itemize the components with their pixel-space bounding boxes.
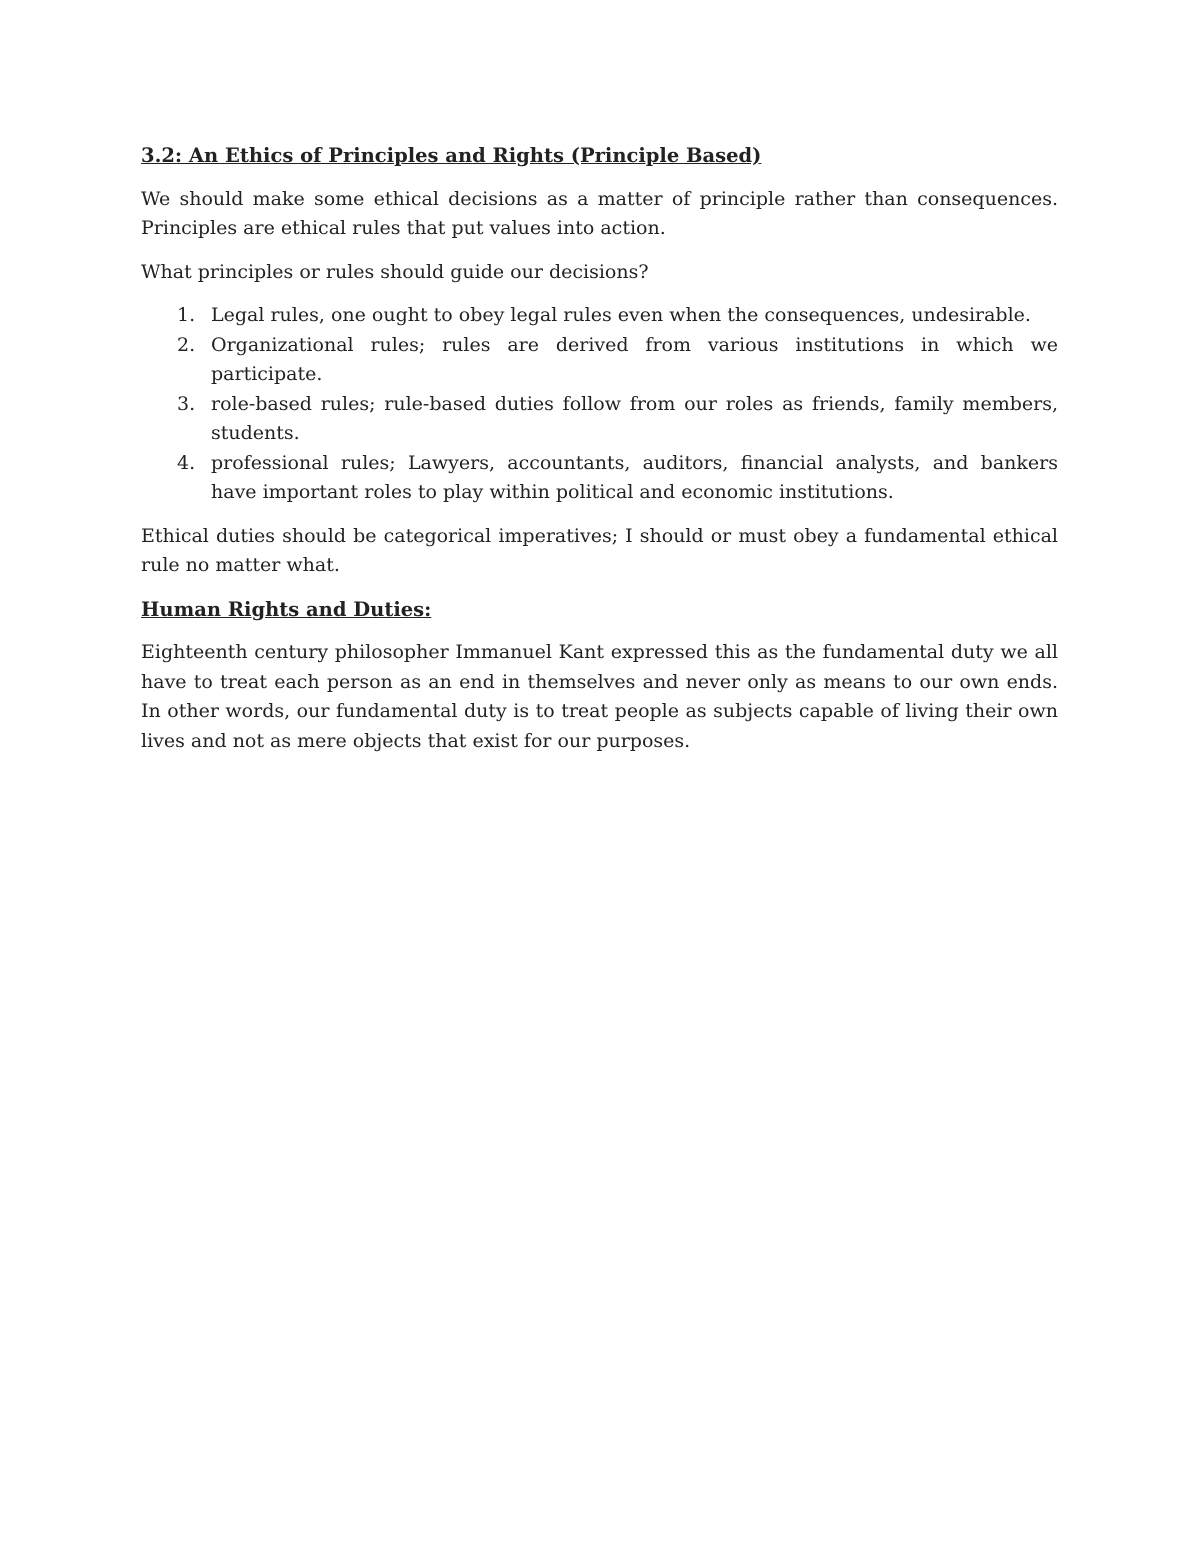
list-item-number: 2. [177,333,196,356]
list-item-text: Organizational rules; rules are derived from various institutions in which we participate. [211,333,1058,385]
intro-paragraph: We should make some ethical decisions as a matter of principle rather than consequences. Principles are ethical rules that put values into action. [141,187,1058,239]
list-item [141,390,1058,449]
list-item-number: 3. [177,392,196,415]
subsection-heading: Human Rights and Duties: [141,597,432,621]
list-item [141,331,1058,390]
rules-list [141,301,1058,508]
list-item [141,301,1058,331]
section-heading: 3.2: An Ethics of Principles and Rights (Principle Based) [141,144,762,167]
list-item-number: 4. [177,451,196,474]
list-item [141,449,1058,508]
list-item-number: 1. [177,304,196,326]
question-paragraph: What principles or rules should guide our decisions? [141,260,649,283]
list-item-text: role-based rules; rule-based duties follow from our roles as friends, family members, students. [211,392,1058,444]
duties-paragraph: Ethical duties should be categorical imperatives; I should or must obey a fundamental ethical rule no matter what. [141,524,1058,576]
document-page [141,141,1058,770]
kant-paragraph: Eighteenth century philosopher Immanuel Kant expressed this as the fundamental duty we all have to treat each person as an end in themselves and never only as means to our own ends. In other words, our fundamental duty is to treat people as subjects capable of living their own lives and not as mere objects that exist for our purposes. [141,641,1058,752]
list-item-text: Legal rules, one ought to obey legal rules even when the consequences, undesirable. [211,304,1031,326]
list-item-text: professional rules; Lawyers, accountants, auditors, financial analysts, and bankers have important roles to play within political and economic institutions. [211,451,1058,503]
